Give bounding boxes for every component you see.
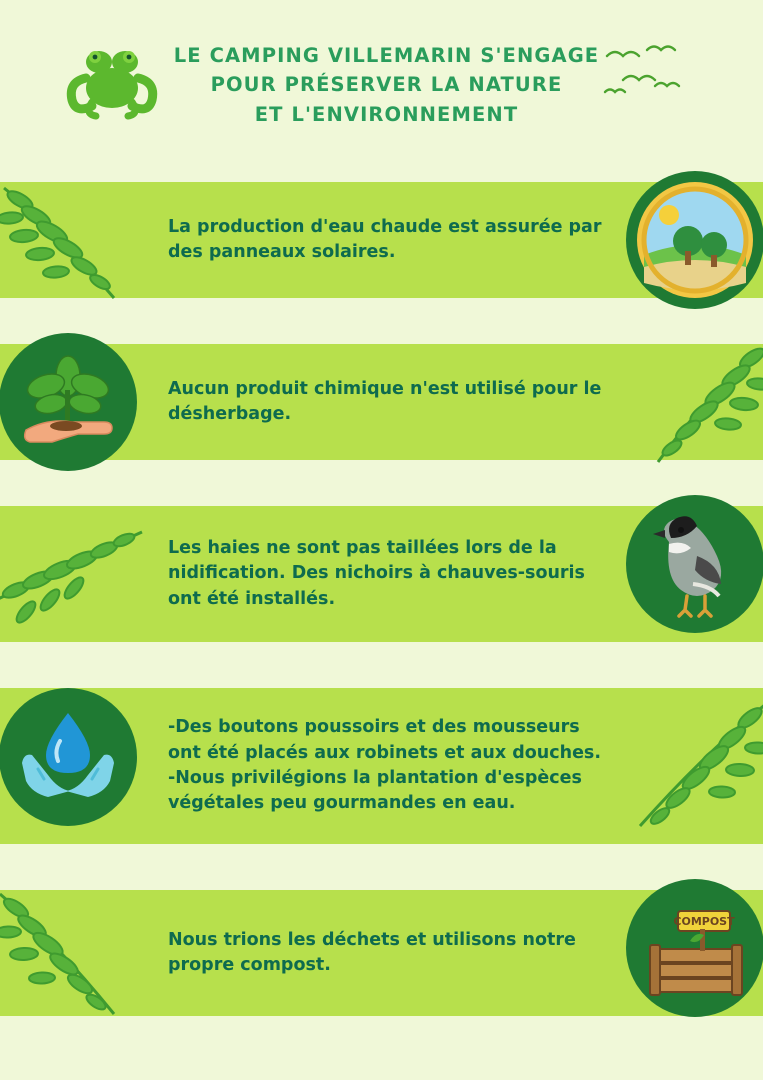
- solar-landscape-icon: [634, 179, 756, 301]
- commitment-list: [0, 170, 763, 1028]
- flying-birds-icon: [603, 40, 693, 110]
- row-text: Aucun produit chimique n'est utilisé pour le désherbage.: [168, 378, 602, 424]
- badge-compost-bin: [626, 879, 763, 1017]
- compost-bin-icon: [634, 887, 756, 1009]
- plant-in-hand-icon: [8, 342, 128, 462]
- list-item: [0, 332, 763, 472]
- row-text: Nous trions les déchets et utilisons notre propre compost.: [168, 929, 576, 975]
- list-item: [0, 676, 763, 856]
- row-text: La production d'eau chaude est assurée par des panneaux solaires.: [168, 216, 602, 262]
- list-item: [0, 170, 763, 310]
- badge-water-drop-hands: [0, 688, 137, 826]
- badge-solar-landscape: [626, 171, 763, 309]
- compost-label: COMPOST: [673, 915, 735, 928]
- row-text: Les haies ne sont pas taillées lors de la nidification. Des nichoirs à chauves-souris ont été installés.: [168, 537, 585, 609]
- list-item: [0, 494, 763, 654]
- list-item: [0, 878, 763, 1028]
- bird-icon: [635, 504, 755, 624]
- badge-bird: [626, 495, 763, 633]
- page-title: [174, 41, 599, 129]
- row-text: -Des boutons poussoirs et des mousseurs ont été placés aux robinets et aux douches. -Nous privilégions la plantation d'espèces végétales peu gourmandes en eau.: [168, 717, 601, 814]
- title-line-3: ET L'ENVIRONNEMENT: [254, 102, 519, 126]
- badge-plant-in-hand: [0, 333, 137, 471]
- frog-icon: [62, 26, 162, 126]
- title-line-1: LE CAMPING VILLEMARIN S'ENGAGE: [173, 44, 600, 68]
- water-drop-hands-icon: [8, 697, 128, 817]
- title-line-2: POUR PRÉSERVER LA NATURE: [210, 73, 563, 97]
- page-header: [0, 0, 763, 170]
